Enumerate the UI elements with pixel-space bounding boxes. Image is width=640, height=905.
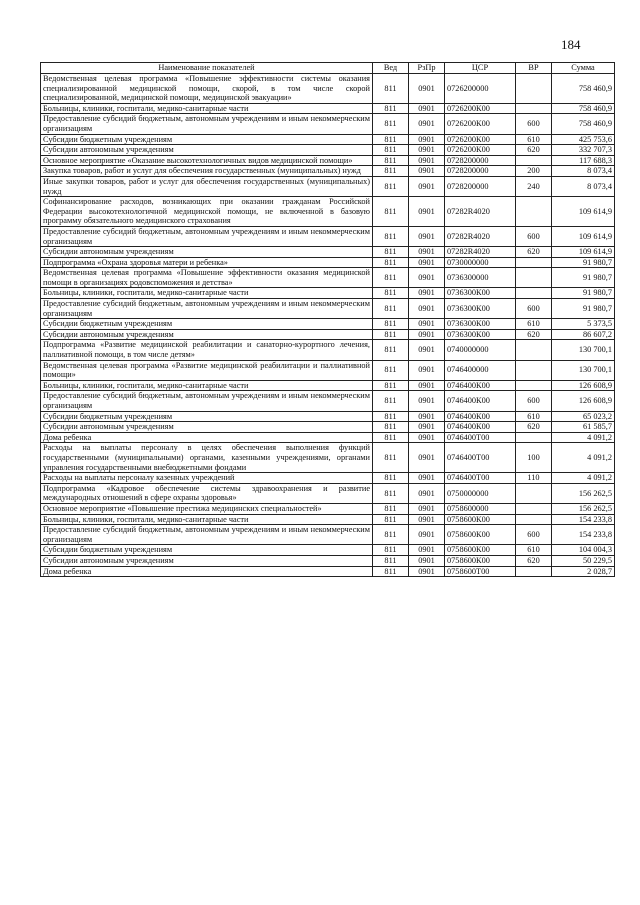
row-rzpr: 0901 (409, 257, 445, 268)
row-csr: 0750000000 (445, 483, 516, 503)
row-vr (516, 566, 552, 577)
row-name: Субсидии автономным учреждениям (41, 247, 373, 258)
row-sum: 425 753,6 (552, 134, 615, 145)
row-ved: 811 (373, 473, 409, 484)
row-csr: 0746400Т00 (445, 432, 516, 443)
row-csr: 07282R4020 (445, 247, 516, 258)
row-vr: 610 (516, 411, 552, 422)
row-sum: 126 608,9 (552, 391, 615, 411)
table-row (41, 483, 615, 503)
row-ved: 811 (373, 566, 409, 577)
row-vr: 610 (516, 134, 552, 145)
row-rzpr: 0901 (409, 176, 445, 196)
row-name: Предоставление субсидий бюджетным, автономным учреждениям и иным некоммерческим организациям (41, 114, 373, 134)
header-vr: ВР (516, 63, 552, 74)
table-row (41, 545, 615, 556)
row-csr: 0736300К00 (445, 299, 516, 319)
row-sum: 91 980,7 (552, 268, 615, 288)
row-vr (516, 197, 552, 227)
row-csr: 0746400Т00 (445, 473, 516, 484)
table-row (41, 288, 615, 299)
row-vr (516, 288, 552, 299)
table-row (41, 155, 615, 166)
row-name: Ведомственная целевая программа «Повышение эффективности системы оказания специализированной медицинской помощи, скорой, в том числе скорой специализированной, медицинской помощи, медицинской эвакуации» (41, 74, 373, 104)
row-vr: 240 (516, 176, 552, 196)
row-vr (516, 360, 552, 380)
row-vr: 600 (516, 226, 552, 246)
row-sum: 8 073,4 (552, 176, 615, 196)
table-row (41, 555, 615, 566)
row-rzpr: 0901 (409, 380, 445, 391)
table-row (41, 503, 615, 514)
row-csr: 0736300К00 (445, 319, 516, 330)
row-vr: 620 (516, 247, 552, 258)
row-csr: 0746400К00 (445, 411, 516, 422)
row-rzpr: 0901 (409, 340, 445, 360)
row-ved: 811 (373, 483, 409, 503)
row-sum: 104 004,3 (552, 545, 615, 556)
row-sum: 91 980,7 (552, 288, 615, 299)
row-csr: 0726200К00 (445, 114, 516, 134)
row-csr: 0758600К00 (445, 555, 516, 566)
row-csr: 0758600К00 (445, 514, 516, 525)
row-name: Субсидии бюджетным учреждениям (41, 545, 373, 556)
row-csr: 0758600000 (445, 503, 516, 514)
row-vr (516, 257, 552, 268)
row-ved: 811 (373, 503, 409, 514)
row-ved: 811 (373, 226, 409, 246)
row-rzpr: 0901 (409, 103, 445, 114)
table-row (41, 226, 615, 246)
table-row (41, 422, 615, 433)
row-vr (516, 432, 552, 443)
row-name: Закупка товаров, работ и услуг для обеспечения государственных (муниципальных) нужд (41, 166, 373, 177)
row-name: Расходы на выплаты персоналу казенных учреждений (41, 473, 373, 484)
row-csr: 0736300К00 (445, 329, 516, 340)
row-sum: 156 262,5 (552, 483, 615, 503)
row-ved: 811 (373, 74, 409, 104)
row-ved: 811 (373, 380, 409, 391)
row-rzpr: 0901 (409, 514, 445, 525)
row-ved: 811 (373, 514, 409, 525)
header-ved: Вед (373, 63, 409, 74)
table-row (41, 103, 615, 114)
row-sum: 130 700,1 (552, 340, 615, 360)
row-rzpr: 0901 (409, 360, 445, 380)
row-vr: 600 (516, 391, 552, 411)
table-row (41, 411, 615, 422)
row-name: Софинансирование расходов, возникающих при оказании гражданам Российской Федерации высокотехнологичной медицинской помощи, не включенной в базовую программу обязательного медицинского страхования (41, 197, 373, 227)
row-name: Предоставление субсидий бюджетным, автономным учреждениям и иным некоммерческим организациям (41, 391, 373, 411)
row-rzpr: 0901 (409, 145, 445, 156)
row-sum: 61 585,7 (552, 422, 615, 433)
row-rzpr: 0901 (409, 391, 445, 411)
table-row (41, 197, 615, 227)
row-rzpr: 0901 (409, 411, 445, 422)
row-sum: 8 073,4 (552, 166, 615, 177)
row-csr: 0746400К00 (445, 380, 516, 391)
row-rzpr: 0901 (409, 226, 445, 246)
row-ved: 811 (373, 257, 409, 268)
row-ved: 811 (373, 555, 409, 566)
row-name: Субсидии автономным учреждениям (41, 422, 373, 433)
row-csr: 0736300К00 (445, 288, 516, 299)
row-rzpr: 0901 (409, 155, 445, 166)
row-sum: 109 614,9 (552, 247, 615, 258)
row-ved: 811 (373, 422, 409, 433)
row-sum: 65 023,2 (552, 411, 615, 422)
table-row (41, 360, 615, 380)
row-name: Субсидии бюджетным учреждениям (41, 319, 373, 330)
row-vr: 610 (516, 545, 552, 556)
table-row (41, 247, 615, 258)
row-sum: 154 233,8 (552, 514, 615, 525)
table-row (41, 319, 615, 330)
row-name: Дома ребенка (41, 432, 373, 443)
row-rzpr: 0901 (409, 288, 445, 299)
table-row (41, 257, 615, 268)
table-row (41, 525, 615, 545)
row-rzpr: 0901 (409, 555, 445, 566)
row-csr: 0726200К00 (445, 145, 516, 156)
table-body (41, 74, 615, 577)
row-ved: 811 (373, 411, 409, 422)
row-ved: 811 (373, 443, 409, 473)
row-sum: 758 460,9 (552, 114, 615, 134)
row-ved: 811 (373, 176, 409, 196)
row-name: Расходы на выплаты персоналу в целях обеспечения выполнения функций государственными (муниципальными) органами, казенными учреждениями, органами управления государственными внебюджетными фондами (41, 443, 373, 473)
row-vr: 620 (516, 422, 552, 433)
row-rzpr: 0901 (409, 566, 445, 577)
table-row (41, 340, 615, 360)
row-vr (516, 268, 552, 288)
row-ved: 811 (373, 299, 409, 319)
header-name: Наименование показателей (41, 63, 373, 74)
row-ved: 811 (373, 134, 409, 145)
table-row (41, 268, 615, 288)
row-sum: 109 614,9 (552, 226, 615, 246)
row-rzpr: 0901 (409, 443, 445, 473)
row-name: Ведомственная целевая программа «Повышение эффективности оказания медицинской помощи в организациях родовспоможения и детства» (41, 268, 373, 288)
row-ved: 811 (373, 288, 409, 299)
row-csr: 0728200000 (445, 176, 516, 196)
row-name: Субсидии автономным учреждениям (41, 555, 373, 566)
row-vr (516, 155, 552, 166)
row-rzpr: 0901 (409, 268, 445, 288)
row-vr (516, 380, 552, 391)
row-name: Подпрограмма «Охрана здоровья матери и ребенка» (41, 257, 373, 268)
row-ved: 811 (373, 432, 409, 443)
table-row (41, 329, 615, 340)
row-sum: 86 607,2 (552, 329, 615, 340)
row-vr: 200 (516, 166, 552, 177)
row-rzpr: 0901 (409, 525, 445, 545)
row-csr: 0746400Т00 (445, 443, 516, 473)
row-csr: 0728200000 (445, 166, 516, 177)
row-csr: 0736300000 (445, 268, 516, 288)
row-ved: 811 (373, 391, 409, 411)
row-csr: 0726200К00 (445, 134, 516, 145)
row-name: Предоставление субсидий бюджетным, автономным учреждениям и иным некоммерческим организациям (41, 299, 373, 319)
table-row (41, 74, 615, 104)
row-sum: 758 460,9 (552, 103, 615, 114)
header-rzpr: РзПр (409, 63, 445, 74)
row-sum: 130 700,1 (552, 360, 615, 380)
row-vr: 600 (516, 299, 552, 319)
row-vr (516, 483, 552, 503)
row-sum: 758 460,9 (552, 74, 615, 104)
row-csr: 0728200000 (445, 155, 516, 166)
row-rzpr: 0901 (409, 329, 445, 340)
table-row (41, 166, 615, 177)
row-name: Больницы, клиники, госпитали, медико-санитарные части (41, 103, 373, 114)
table-row (41, 566, 615, 577)
table-row (41, 145, 615, 156)
row-sum: 4 091,2 (552, 432, 615, 443)
row-name: Ведомственная целевая программа «Развитие медицинской реабилитации и паллиативной помощи» (41, 360, 373, 380)
table-row (41, 391, 615, 411)
row-name: Предоставление субсидий бюджетным, автономным учреждениям и иным некоммерческим организациям (41, 226, 373, 246)
row-vr: 620 (516, 329, 552, 340)
row-csr: 0758600К00 (445, 545, 516, 556)
row-csr: 0726200000 (445, 74, 516, 104)
row-ved: 811 (373, 268, 409, 288)
table-row (41, 473, 615, 484)
row-rzpr: 0901 (409, 114, 445, 134)
row-ved: 811 (373, 103, 409, 114)
table-row (41, 299, 615, 319)
row-vr (516, 503, 552, 514)
row-sum: 332 707,3 (552, 145, 615, 156)
row-sum: 2 028,7 (552, 566, 615, 577)
row-ved: 811 (373, 340, 409, 360)
budget-table (40, 62, 615, 577)
row-rzpr: 0901 (409, 166, 445, 177)
row-csr: 0746400К00 (445, 422, 516, 433)
row-rzpr: 0901 (409, 503, 445, 514)
row-ved: 811 (373, 155, 409, 166)
header-sum: Сумма (552, 63, 615, 74)
row-sum: 154 233,8 (552, 525, 615, 545)
row-sum: 4 091,2 (552, 443, 615, 473)
row-name: Основное мероприятие «Оказание высокотехнологичных видов медицинской помощи» (41, 155, 373, 166)
row-name: Субсидии автономным учреждениям (41, 329, 373, 340)
row-sum: 117 688,3 (552, 155, 615, 166)
row-csr: 0746400К00 (445, 391, 516, 411)
row-rzpr: 0901 (409, 299, 445, 319)
row-sum: 109 614,9 (552, 197, 615, 227)
table-row (41, 514, 615, 525)
table-row (41, 432, 615, 443)
row-vr (516, 103, 552, 114)
row-ved: 811 (373, 197, 409, 227)
row-sum: 126 608,9 (552, 380, 615, 391)
row-vr (516, 340, 552, 360)
row-name: Субсидии бюджетным учреждениям (41, 411, 373, 422)
table-row (41, 134, 615, 145)
row-rzpr: 0901 (409, 545, 445, 556)
row-csr: 0730000000 (445, 257, 516, 268)
row-csr: 0740000000 (445, 340, 516, 360)
table-row (41, 176, 615, 196)
row-vr: 100 (516, 443, 552, 473)
row-rzpr: 0901 (409, 197, 445, 227)
row-rzpr: 0901 (409, 319, 445, 330)
row-csr: 0758600Т00 (445, 566, 516, 577)
row-ved: 811 (373, 525, 409, 545)
row-rzpr: 0901 (409, 473, 445, 484)
table-row (41, 443, 615, 473)
row-name: Подпрограмма «Кадровое обеспечение системы здравоохранения и развитие международных отношений в сфере охраны здоровья» (41, 483, 373, 503)
header-csr: ЦСР (445, 63, 516, 74)
row-ved: 811 (373, 166, 409, 177)
row-ved: 811 (373, 145, 409, 156)
row-sum: 91 980,7 (552, 299, 615, 319)
row-csr: 0758600К00 (445, 525, 516, 545)
row-vr: 110 (516, 473, 552, 484)
row-ved: 811 (373, 329, 409, 340)
row-vr: 600 (516, 525, 552, 545)
row-ved: 811 (373, 545, 409, 556)
row-ved: 811 (373, 319, 409, 330)
row-rzpr: 0901 (409, 247, 445, 258)
row-name: Иные закупки товаров, работ и услуг для обеспечения государственных (муниципальных) нужд (41, 176, 373, 196)
row-csr: 07282R4020 (445, 226, 516, 246)
table-header-row (41, 63, 615, 74)
row-csr: 0726200К00 (445, 103, 516, 114)
row-sum: 4 091,2 (552, 473, 615, 484)
row-name: Основное мероприятие «Повышение престижа медицинских специальностей» (41, 503, 373, 514)
table-row (41, 380, 615, 391)
row-name: Субсидии бюджетным учреждениям (41, 134, 373, 145)
table-row (41, 114, 615, 134)
row-vr: 620 (516, 145, 552, 156)
page-number: 184 (561, 37, 581, 52)
row-ved: 811 (373, 114, 409, 134)
row-vr (516, 514, 552, 525)
row-ved: 811 (373, 247, 409, 258)
row-ved: 811 (373, 360, 409, 380)
row-name: Больницы, клиники, госпитали, медико-санитарные части (41, 514, 373, 525)
row-rzpr: 0901 (409, 432, 445, 443)
row-name: Предоставление субсидий бюджетным, автономным учреждениям и иным некоммерческим организациям (41, 525, 373, 545)
row-name: Дома ребенка (41, 566, 373, 577)
row-name: Больницы, клиники, госпитали, медико-санитарные части (41, 288, 373, 299)
row-name: Больницы, клиники, госпитали, медико-санитарные части (41, 380, 373, 391)
row-name: Субсидии автономным учреждениям (41, 145, 373, 156)
row-vr (516, 74, 552, 104)
row-sum: 91 980,7 (552, 257, 615, 268)
row-csr: 07282R4020 (445, 197, 516, 227)
row-rzpr: 0901 (409, 483, 445, 503)
row-rzpr: 0901 (409, 134, 445, 145)
row-sum: 50 229,5 (552, 555, 615, 566)
row-csr: 0746400000 (445, 360, 516, 380)
row-vr: 620 (516, 555, 552, 566)
row-rzpr: 0901 (409, 422, 445, 433)
row-sum: 5 373,5 (552, 319, 615, 330)
row-rzpr: 0901 (409, 74, 445, 104)
row-name: Подпрограмма «Развитие медицинской реабилитации и санаторно-курортного лечения, паллиативной помощи, в том числе детям» (41, 340, 373, 360)
row-vr: 610 (516, 319, 552, 330)
row-vr: 600 (516, 114, 552, 134)
row-sum: 156 262,5 (552, 503, 615, 514)
